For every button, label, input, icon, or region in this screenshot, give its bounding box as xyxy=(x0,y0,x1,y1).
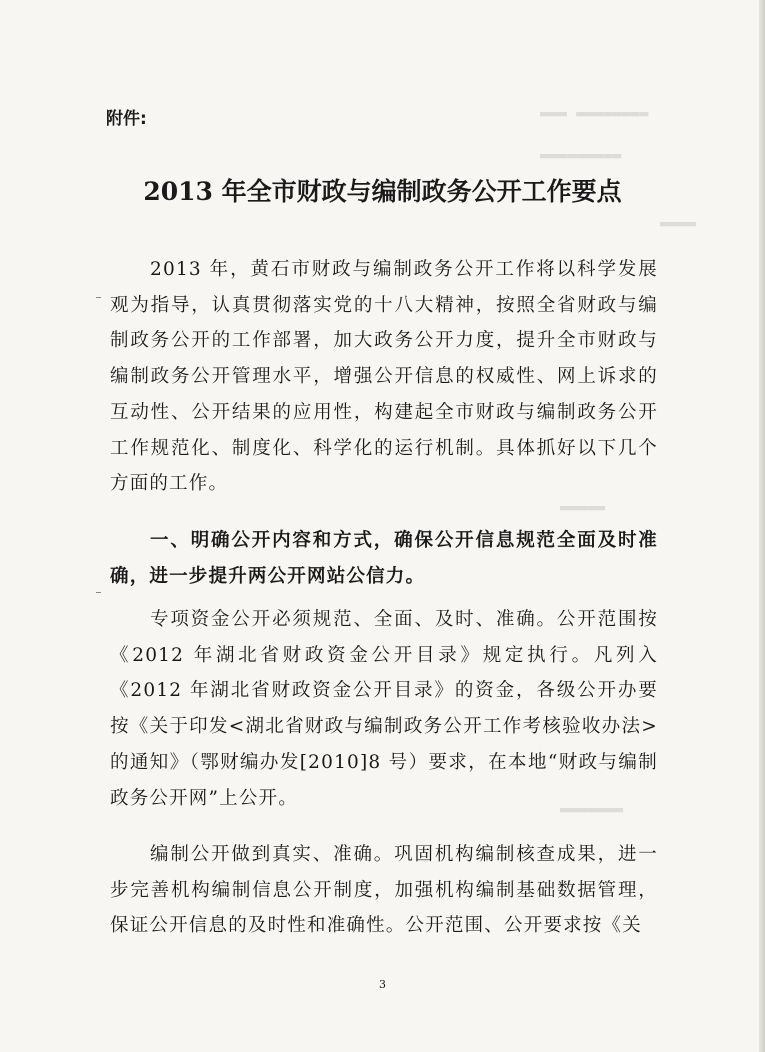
paragraph-intro: 2013 年，黄石市财政与编制政务公开工作将以科学发展观为指导，认真贯彻落实党的十八大精神，按照全省财政与编制政务公开的工作部署，加大政务公开力度，提升全市财政与编制政务公开管理水平，增强公开信息的权威性、网上诉求的互动性、公开结果的应用性，构建起全市财政与编制政务公开工作规范化、制度化、科学化的运行机制。具体抓好以下几个方面的工作。 xyxy=(110,259,658,495)
paragraph-heading-1: 一、明确公开内容和方式，确保公开信息规范全面及时准确，进一步提升两公开网站公信力。 xyxy=(110,530,658,587)
bleed-through-mark: ▬▬▬ ▬▬▬▬▬▬▬▬ xyxy=(540,104,649,122)
bleed-through-mark: ▬▬▬▬▬▬▬▬▬ xyxy=(540,146,622,164)
bleed-through-mark: ▬▬▬▬ xyxy=(660,214,697,232)
attachment-label: 附件: xyxy=(106,109,147,129)
bleed-through-mark: ▬▬▬▬▬▬▬ xyxy=(560,800,624,818)
document-title: 2013 年全市财政与编制政务公开工作要点 xyxy=(143,177,622,206)
paragraph-staffing: 编制公开做到真实、准确。巩固机构编制核查成果，进一步完善机构编制信息公开制度，加强机构编制基础数据管理，保证公开信息的及时性和准确性。公开范围、公开要求按《关 xyxy=(110,844,658,937)
scan-tick xyxy=(96,592,101,593)
scan-edge xyxy=(759,0,765,1052)
bleed-through-mark: ▬▬▬▬▬ xyxy=(560,498,606,516)
paragraph-special-funds: 专项资金公开必须规范、全面、及时、准确。公开范围按《2012 年湖北省财政资金公开目录》规定执行。凡列入《2012 年湖北省财政资金公开目录》的资金，各级公开办要按《关于印发<湖北省财政与编制政务公开工作考核验收办法>的通知》（鄂财编办发[2010]8 号）要求，在本地“财政与编制政务公开网”上公开。 xyxy=(110,609,658,809)
scan-tick xyxy=(96,297,101,298)
page-number: 3 xyxy=(379,978,386,991)
